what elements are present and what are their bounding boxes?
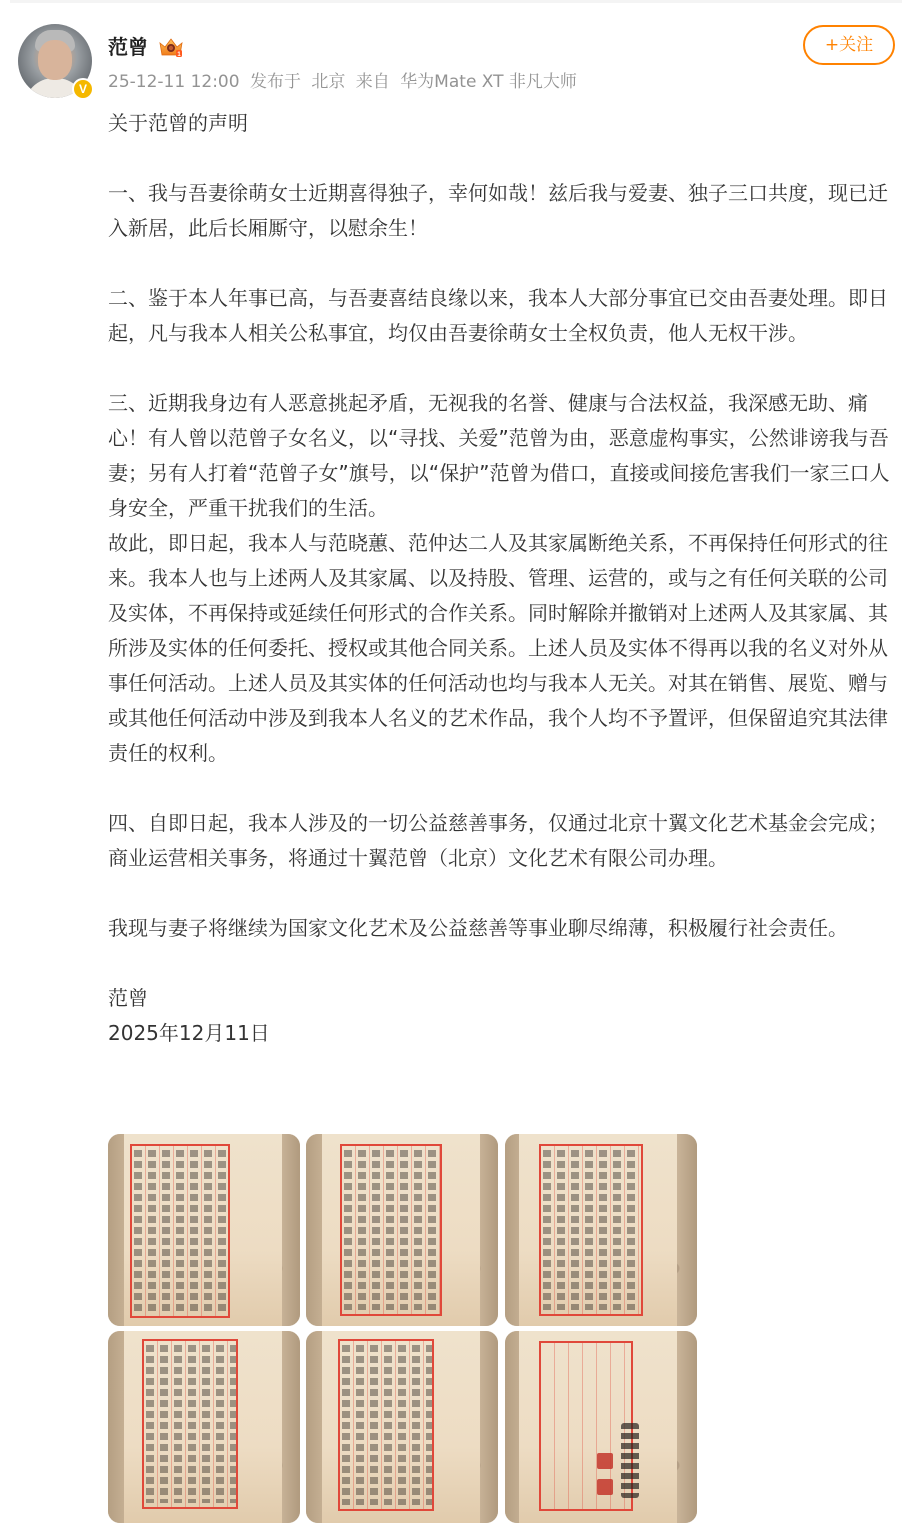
location-prefix: 发布于 [249, 72, 301, 92]
statement-title: 关于范曾的声明 [108, 111, 248, 135]
avatar[interactable] [18, 24, 92, 98]
spacer [108, 946, 898, 981]
post-device: 华为Mate XT 非凡大师 [400, 72, 577, 92]
source-prefix: 来自 [355, 72, 390, 92]
signature-calligraphy [621, 1423, 639, 1498]
image-thumb-6[interactable] [505, 1331, 697, 1523]
paragraph-4: 四、自即日起，我本人涉及的一切公益慈善事务，仅通过北京十翼文化艺术基金会完成；商业运营相关事务，将通过十翼范曾（北京）文化艺术有限公司办理。 [108, 811, 888, 870]
paragraph-5: 我现与妻子将继续为国家文化艺术及公益慈善等事业聊尽绵薄，积极履行社会责任。 [108, 916, 848, 940]
spacer [108, 876, 898, 911]
paragraph-3: 三、近期我身边有人恶意挑起矛盾，无视我的名誉、健康与合法权益，我深感无助、痛心！有人曾以范曾子女名义，以“寻找、关爱”范曾为由，恶意虚构事实，公然诽谤我与吾妻；另有人打着“范曾子女”旗号，以“保护”范曾为借口，直接或间接危害我们一家三口人身安全，严重干扰我们的生活。 [108, 391, 890, 520]
image-thumb-1[interactable] [108, 1134, 300, 1326]
svg-text:1: 1 [177, 52, 181, 58]
signature: 范曾 [108, 986, 148, 1010]
image-thumb-5[interactable] [306, 1331, 498, 1523]
image-thumb-3[interactable] [505, 1134, 697, 1326]
follow-button[interactable]: +关注 [803, 25, 895, 65]
handwriting [342, 1345, 432, 1505]
spacer [108, 141, 898, 176]
paragraph-1: 一、我与吾妻徐萌女士近期喜得独子，幸何如哉！兹后我与爱妻、独子三口共度，现已迁入新居，此后长厢厮守，以慰余生！ [108, 181, 888, 240]
handwriting [146, 1345, 236, 1503]
handwriting [134, 1150, 228, 1312]
red-seal-icon [597, 1453, 613, 1469]
post-content [108, 106, 898, 1051]
post-timestamp[interactable]: 25-12-11 12:00 [108, 72, 240, 92]
image-thumb-4[interactable] [108, 1331, 300, 1523]
image-thumb-2[interactable] [306, 1134, 498, 1326]
handwriting [543, 1150, 641, 1310]
spacer [108, 351, 898, 386]
post-meta [108, 69, 582, 95]
crown-icon[interactable] [157, 35, 185, 59]
avatar-face [38, 40, 72, 80]
statement-date: 2025年12月11日 [108, 1021, 270, 1045]
handwriting [344, 1150, 440, 1310]
post-location: 北京 [311, 72, 346, 92]
verified-badge-icon: V [72, 78, 94, 100]
red-frame [539, 1341, 633, 1511]
paragraph-3b: 故此，即日起，我本人与范晓蕙、范仲达二人及其家属断绝关系，不再保持任何形式的往来。我本人也与上述两人及其家属、以及持股、管理、运营的，或与之有任何关联的公司及实体，不再保持或延续任何形式的合作关系。同时解除并撤销对上述两人及其家属、其所涉及实体的任何委托、授权或其他合同关系。上述人员及实体不得再以我的名义对外从事任何活动。上述人员及其实体的任何活动也均与我本人无关。对其在销售、展览、赠与或其他任何活动中涉及到我本人名义的艺术作品，我个人均不予置评，但保留追究其法律责任的权利。 [108, 531, 888, 765]
red-seal-icon [597, 1479, 613, 1495]
spacer [108, 246, 898, 281]
spacer [108, 771, 898, 806]
top-divider [10, 0, 902, 3]
paragraph-2: 二、鉴于本人年事已高，与吾妻喜结良缘以来，我本人大部分事宜已交由吾妻处理。即日起，凡与我本人相关公私事宜，均仅由吾妻徐萌女士全权负责，他人无权干涉。 [108, 286, 888, 345]
author-name[interactable]: 范曾 [108, 35, 148, 59]
